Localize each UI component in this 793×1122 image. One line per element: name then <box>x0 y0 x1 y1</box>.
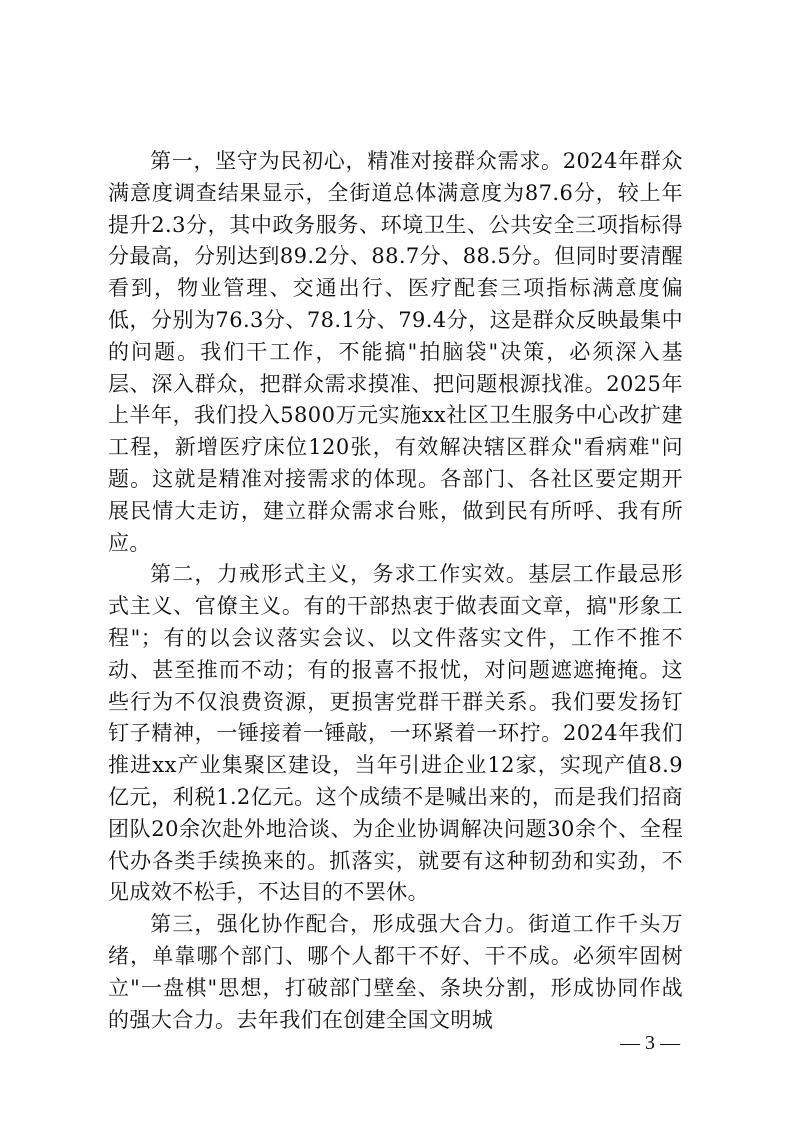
document-body <box>108 146 683 1036</box>
paragraph-second: 第二，力戒形式主义，务求工作实效。基层工作最忌形式主义、官僚主义。有的干部热衷于做表面文章，搞"形象工程"；有的以会议落实会议、以文件落实文件，工作不推不动、甚至推而不动；有的报喜不报忧，对问题遮遮掩掩。这些行为不仅浪费资源，更损害党群干群关系。我们要发扬钉钉子精神，一锤接着一锤敲，一环紧着一环拧。2024年我们推进xx产业集聚区建设，当年引进企业12家，实现产值8.9亿元，利税1.2亿元。这个成绩不是喊出来的，而是我们招商团队20余次赴外地洽谈、为企业协调解决问题30余个、全程代办各类手续换来的。抓落实，就要有这种韧劲和实劲，不见成效不松手，不达目的不罢休。 <box>108 562 683 905</box>
paragraph-first: 第一，坚守为民初心，精准对接群众需求。2024年群众满意度调查结果显示，全街道总体满意度为87.6分，较上年提升2.3分，其中政务服务、环境卫生、公共安全三项指标得分最高，分别达到89.2分、88.7分、88.5分。但同时要清醒看到，物业管理、交通出行、医疗配套三项指标满意度偏低，分别为76.3分、78.1分、79.4分，这是群众反映最集中的问题。我们干工作，不能搞"拍脑袋"决策，必须深入基层、深入群众，把群众需求摸准、把问题根源找准。2025年上半年，我们投入5800万元实施xx社区卫生服务中心改扩建工程，新增医疗床位120张，有效解决辖区群众"看病难"问题。这就是精准对接需求的体现。各部门、各社区要定期开展民情大走访，建立群众需求台账，做到民有所呼、我有所应。 <box>108 149 683 555</box>
paragraph-third: 第三，强化协作配合，形成强大合力。街道工作千头万绪，单靠哪个部门、哪个人都干不好、干不成。必须牢固树立"一盘棋"思想，打破部门壁垒、条块分割，形成协同作战的强大合力。去年我们在创建全国文明城 <box>108 912 683 1032</box>
page-number: — 3 — <box>620 1032 680 1054</box>
